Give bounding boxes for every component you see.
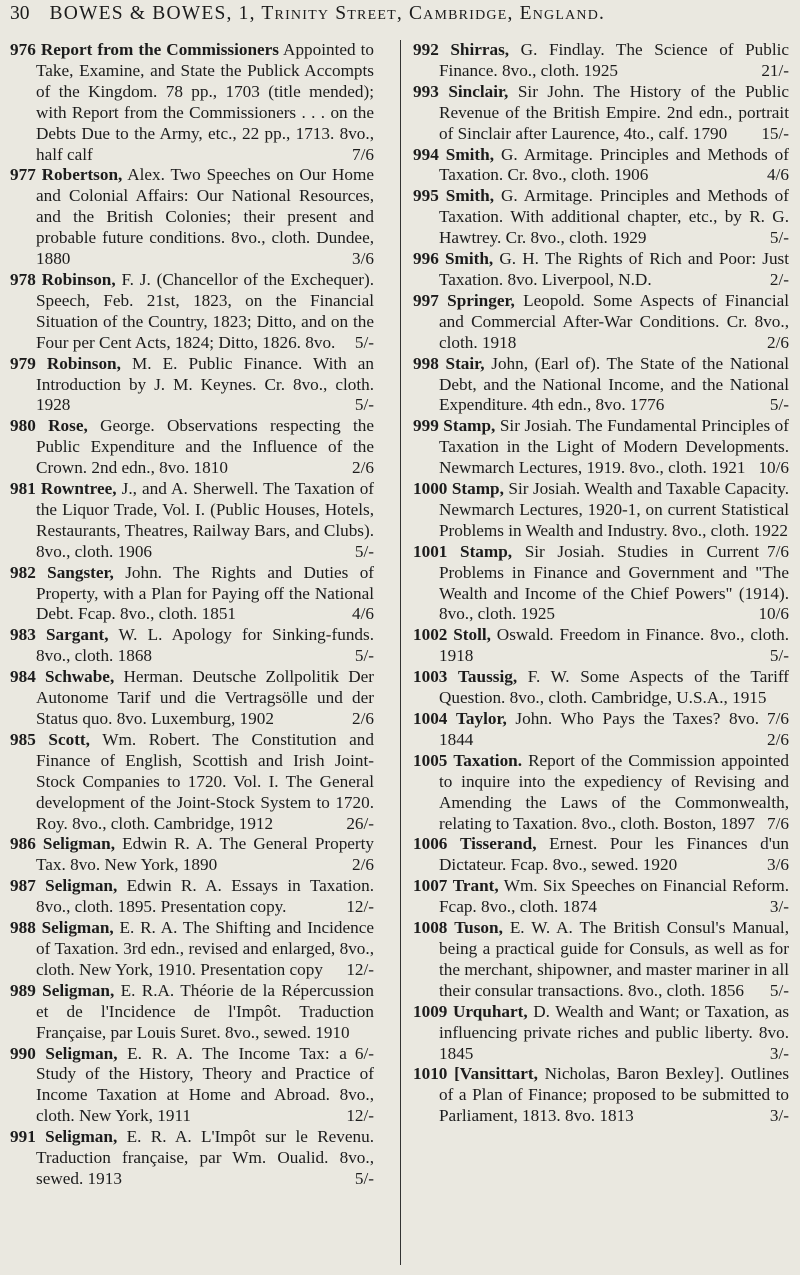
entry-description: E. R. A. The Income Tax: a Study of the History, Theory and Practice of Income Taxation at Home and Abroad. 8vo., cloth. New York, 1911 [36, 1043, 374, 1126]
entry-price: 12/- [346, 897, 374, 917]
entry-author: Stair, [445, 353, 485, 373]
catalogue-entry [10, 1044, 374, 1128]
entry-description: Edwin R. A. The General Property Tax. 8vo. New York, 1890 [36, 834, 375, 875]
entry-author: Taussig, [458, 667, 518, 687]
entry-author: Sinclair, [448, 81, 509, 101]
entry-price: 5/- [354, 541, 374, 561]
entry-author: Tuson, [454, 918, 503, 938]
entry-description: E. R.A. Théorie de la Répercussion et de l'Incidence de l'Impôt. Traduction Française, par Louis Suret. 8vo., sewed. 1910 [36, 980, 375, 1042]
entry-price: 7/6 [352, 144, 374, 164]
entry-price: 3/- [769, 897, 789, 917]
entry-description: John. Who Pays the Taxes? 8vo. 1844 [439, 709, 760, 749]
entry-price: 5/- [354, 395, 374, 415]
entry-author: Report from the Commissioners [40, 40, 279, 59]
entry-author: Seligman, [45, 876, 118, 896]
entry-number: 977 [10, 165, 36, 185]
catalogue-entry [10, 354, 374, 417]
entry-number: 990 [10, 1043, 36, 1063]
entry-author: Rowntree, [40, 479, 117, 499]
entry-description: John, (Earl of). The State of the National Debt, and the National Income, and the National Expenditure. 4th edn., 8vo. 1776 [439, 353, 790, 415]
entry-price: 7/6 [767, 709, 789, 728]
entry-price: 7/6 [767, 541, 789, 561]
entry-description: E. R. A. The Shifting and Incidence of Taxation. 3rd edn., revised and enlarged, 8vo., cloth. New York, 1910. Presentation copy [36, 918, 374, 979]
entry-number: 988 [10, 918, 36, 938]
entry-number: 978 [10, 269, 36, 289]
entry-number: 1010 [413, 1064, 448, 1084]
entry-description: Leopold. Some Aspects of Financial and Commercial After-War Conditions. Cr. 8vo., cloth. 1918 [439, 290, 790, 352]
entry-price: 10/6 [758, 604, 789, 624]
entry-number: 1006 [413, 834, 448, 854]
entry-author: Seligman, [42, 980, 115, 1000]
entry-number: 986 [10, 834, 36, 854]
catalogue-entry [413, 1064, 789, 1127]
entry-number: 983 [10, 625, 36, 645]
entry-number: 996 [413, 249, 439, 269]
entry-author: Robertson, [41, 165, 123, 185]
catalogue-entry [10, 876, 374, 918]
entry-author: Smith, [444, 249, 494, 269]
entry-description: Oswald. Freedom in Finance. 8vo., cloth. 1918 [439, 625, 789, 666]
entry-price: 26/- [346, 813, 374, 833]
entry-description: Sir Josiah. Studies in Current Problems in Finance and Government and "The Wealth and Income of the Chief Powers" (1914). 8vo., cloth. 1925 [439, 541, 789, 624]
entry-author: Sargant, [46, 625, 109, 645]
entry-description: G. Armitage. Principles and Methods of Taxation. With additional chapter, etc., by R. G. Hawtrey. Cr. 8vo., cloth. 1929 [439, 186, 789, 248]
entry-number: 1001 [413, 541, 448, 561]
entry-number: 1009 [413, 1001, 448, 1021]
entry-description: E. W. A. The British Consul's Manual, being a practical guide for Consuls, as well as for the merchant, shipowner, and master mariner in all their consular transactions. 8vo., cloth. 1856 [439, 918, 790, 1000]
entry-author: Tisserand, [459, 834, 537, 854]
entry-number: 982 [10, 562, 36, 582]
entry-author: Schwabe, [45, 667, 115, 687]
entry-author: Springer, [447, 290, 515, 310]
entry-price: 12/- [346, 959, 374, 979]
catalogue-entry [413, 542, 789, 626]
catalogue-entry [413, 918, 789, 1002]
catalogue-entry [10, 667, 374, 730]
entry-number: 998 [413, 353, 439, 373]
entry-description: G. H. The Rights of Rich and Poor: Just Taxation. 8vo. Liverpool, N.D. [439, 249, 790, 289]
catalogue-entry [413, 249, 789, 291]
entry-author: Seligman, [41, 918, 114, 938]
catalogue-entry [10, 625, 374, 667]
entry-description: George. Observations respecting the Public Expenditure and the Influence of the Crown. 2nd edn., 8vo. 1810 [36, 416, 375, 478]
catalogue-entry [413, 625, 789, 667]
entry-description: Nicholas, Baron Bexley]. Outlines of a Plan of Finance; proposed to be submitted to Parliament, 1813. 8vo. 1813 [439, 1064, 790, 1126]
catalogue-entry [10, 918, 374, 981]
entry-author: Smith, [445, 144, 495, 164]
entry-number: 989 [10, 980, 36, 1000]
entry-number: 979 [10, 353, 36, 373]
entry-price: 5/- [354, 332, 374, 352]
entry-author: Rose, [48, 416, 88, 436]
entry-price: 2/6 [767, 729, 789, 749]
entry-number: 1007 [413, 876, 448, 896]
entry-author: Robinson, [41, 269, 116, 289]
entry-description: Sir Josiah. The Fundamental Principles of Taxation in the Light of Modern Developments. Newmarch Lectures, 1919. 8vo., cloth. 1921 [439, 416, 789, 478]
entry-description: Edwin R. A. Essays in Taxation. 8vo., cloth. 1895. Presentation copy. [36, 876, 375, 917]
entry-description: Sir Josiah. Wealth and Taxable Capacity. Newmarch Lectures, 1920-1, on current Statistical Problems in Wealth and Industry. 8vo., cloth. 1922 [439, 479, 789, 540]
right-column [413, 40, 789, 1127]
entry-number: 976 [10, 40, 36, 59]
entry-number: 1002 [413, 625, 448, 645]
entry-number: 992 [413, 40, 439, 59]
entry-description: E. R. A. L'Impôt sur le Revenu. Traduction française, par Wm. Oualid. 8vo., sewed. 1913 [36, 1127, 375, 1188]
entry-author: Stamp, [443, 416, 496, 436]
entry-number: 985 [10, 729, 36, 749]
catalogue-entry [413, 416, 789, 479]
entry-description: Report of the Commission appointed to inquire into the expediency of Revising and Amending the Laws of the Commonwealth, relating to Taxation. 8vo., cloth. Boston, 1897 [439, 750, 790, 833]
entry-author: Stamp, [451, 479, 504, 499]
catalogue-entry [10, 165, 374, 270]
entry-price: 2/6 [767, 332, 789, 352]
entry-number: 984 [10, 667, 36, 687]
entry-description: D. Wealth and Want; or Taxation, as influencing private riches and public liberty. 8vo. 1845 [439, 1001, 790, 1063]
catalogue-entry [413, 354, 789, 417]
entry-description: Wm. Six Speeches on Financial Reform. Fcap. 8vo., cloth. 1874 [439, 876, 790, 917]
entry-author: Seligman, [45, 1127, 118, 1147]
entry-description: Wm. Robert. The Constitution and Finance of English, Scottish and Irish Joint-Stock Companies to 1720. Vol. I. The General development of the Joint-Stock System to 1720. Roy. 8vo., cloth. Cambridge, 1912 [36, 729, 374, 833]
entry-price: 5/- [354, 1168, 374, 1188]
entry-author: Seligman, [45, 1043, 118, 1063]
header-text: BOWES & BOWES, 1, Trinity Street, Cambridge, England. [49, 3, 606, 24]
left-column [10, 40, 374, 1190]
entry-number: 1000 [413, 479, 448, 499]
entry-price: 15/- [761, 123, 789, 143]
entry-price: 7/6 [767, 813, 789, 833]
catalogue-entry [10, 563, 374, 626]
entry-description: G. Armitage. Principles and Methods of Taxation. Cr. 8vo., cloth. 1906 [439, 144, 789, 185]
entry-description: J., and A. Sherwell. The Taxation of the Liquor Trade, Vol. I. (Public Houses, Hotels, Restaurants, Theatres, Railway Bars, and Clubs). 8vo., cloth. 1906 [36, 479, 375, 561]
entry-price: 4/6 [352, 604, 374, 624]
entry-description: Herman. Deutsche Zollpolitik Der Autonome Tarif und die Vertragsölle und der Status quo. 8vo. Luxemburg, 1902 [36, 667, 374, 728]
catalogue-entry [413, 291, 789, 354]
entry-description: Ernest. Pour les Finances d'un Dictateur. Fcap. 8vo., sewed. 1920 [439, 834, 790, 875]
catalogue-entry [413, 1002, 789, 1065]
catalogue-entry [413, 751, 789, 835]
catalogue-entry [10, 40, 374, 165]
catalogue-entry [10, 416, 374, 479]
entry-number: 999 [413, 416, 439, 436]
catalogue-entry [413, 834, 789, 876]
entry-number: 1004 [413, 709, 448, 728]
entry-description: Sir John. The History of the Public Revenue of the British Empire. 2nd edn., portrait of Sinclair after Laurence, 4to., calf. 1790 [439, 81, 790, 143]
entry-description: F. J. (Chancellor of the Exchequer). Speech, Feb. 21st, 1823, on the Financial Situation of the Country, 1823; Ditto, and on the Four per Cent Acts, 1824; Ditto, 1826. 8vo. [36, 269, 375, 352]
entry-number: 997 [413, 290, 439, 310]
catalogue-entry [10, 479, 374, 563]
entry-number: 987 [10, 876, 36, 896]
entry-description: F. W. Some Aspects of the Tariff Question. 8vo., cloth. Cambridge, U.S.A., 1915 [439, 667, 789, 708]
entry-price: 5/- [769, 980, 789, 1000]
entry-price: 2/6 [352, 458, 374, 478]
entry-author: Urquhart, [452, 1001, 528, 1021]
entry-price: 2/- [769, 269, 789, 289]
entry-description: G. Findlay. The Science of Public Finance. 8vo., cloth. 1925 [439, 40, 790, 80]
catalogue-entry [10, 834, 374, 876]
entry-description: John. The Rights and Duties of Property, with a Plan for Paying off the National Debt. Fcap. 8vo., cloth. 1851 [36, 562, 375, 624]
entry-author: [Vansittart, [454, 1064, 538, 1084]
entry-price: 3/- [769, 1106, 789, 1126]
entry-author: Shirras, [450, 40, 510, 59]
entry-price: 3/- [769, 1043, 789, 1063]
catalogue-entry [10, 270, 374, 354]
page-number: 30 [10, 3, 30, 24]
entry-price: 3/6 [352, 249, 374, 269]
entry-price: 2/6 [352, 709, 374, 728]
entry-number: 981 [10, 479, 36, 499]
entry-price: 10/6 [758, 458, 789, 478]
entry-author: Stamp, [460, 541, 513, 561]
entry-number: 1003 [413, 667, 448, 687]
entry-author: Taylor, [456, 709, 507, 728]
entry-number: 995 [413, 186, 439, 206]
entry-price: 6/- [354, 1043, 374, 1063]
entry-author: Taxation. [453, 750, 523, 770]
entry-price: 3/6 [767, 855, 789, 875]
entry-description: Alex. Two Speeches on Our Home and Colonial Affairs: Our National Resources, and the British Colonies; their present and probable future conditions. 8vo., cloth. Dundee, 1880 [36, 165, 374, 269]
entry-description: W. L. Apology for Sinking-funds. 8vo., cloth. 1868 [36, 625, 374, 666]
entry-price: 5/- [769, 228, 789, 248]
entry-price: 21/- [761, 60, 789, 80]
entry-price: 5/- [769, 395, 789, 415]
entry-author: Stoll, [453, 625, 491, 645]
entry-author: Smith, [445, 186, 495, 206]
entry-price: 5/- [769, 646, 789, 666]
catalogue-entry [413, 40, 789, 82]
entry-number: 991 [10, 1127, 36, 1147]
column-divider [400, 40, 401, 1265]
entry-author: Trant, [452, 876, 499, 896]
entry-number: 980 [10, 416, 36, 436]
catalogue-entry [10, 1127, 374, 1190]
entry-author: Seligman, [42, 834, 115, 854]
catalogue-entry [413, 82, 789, 145]
entry-number: 993 [413, 81, 439, 101]
entry-price: 12/- [346, 1106, 374, 1126]
entry-author: Robinson, [46, 353, 121, 373]
catalogue-entry [10, 730, 374, 835]
entry-price: 4/6 [767, 165, 789, 185]
entry-price: 5/- [354, 646, 374, 666]
entry-description: Appointed to Take, Examine, and State the Publick Accompts of the Kingdom. 78 pp., 1703 (title mended); with Report from the Commissioners . . . on the Debts Due to the Army, etc., 22 pp., 1713. 8vo., half calf [36, 40, 374, 164]
entry-author: Sangster, [47, 562, 114, 582]
entry-description: M. E. Public Finance. With an Introduction by J. M. Keynes. Cr. 8vo., cloth. 1928 [36, 353, 375, 415]
entry-number: 1005 [413, 750, 448, 770]
catalogue-entry [413, 709, 789, 751]
entry-number: 1008 [413, 918, 448, 938]
catalogue-entry [413, 145, 789, 187]
entry-author: Scott, [48, 729, 90, 749]
entry-number: 994 [413, 144, 439, 164]
page-header [10, 3, 794, 37]
catalogue-entry [413, 186, 789, 249]
entry-price: 2/6 [352, 855, 374, 875]
catalogue-entry [413, 876, 789, 918]
